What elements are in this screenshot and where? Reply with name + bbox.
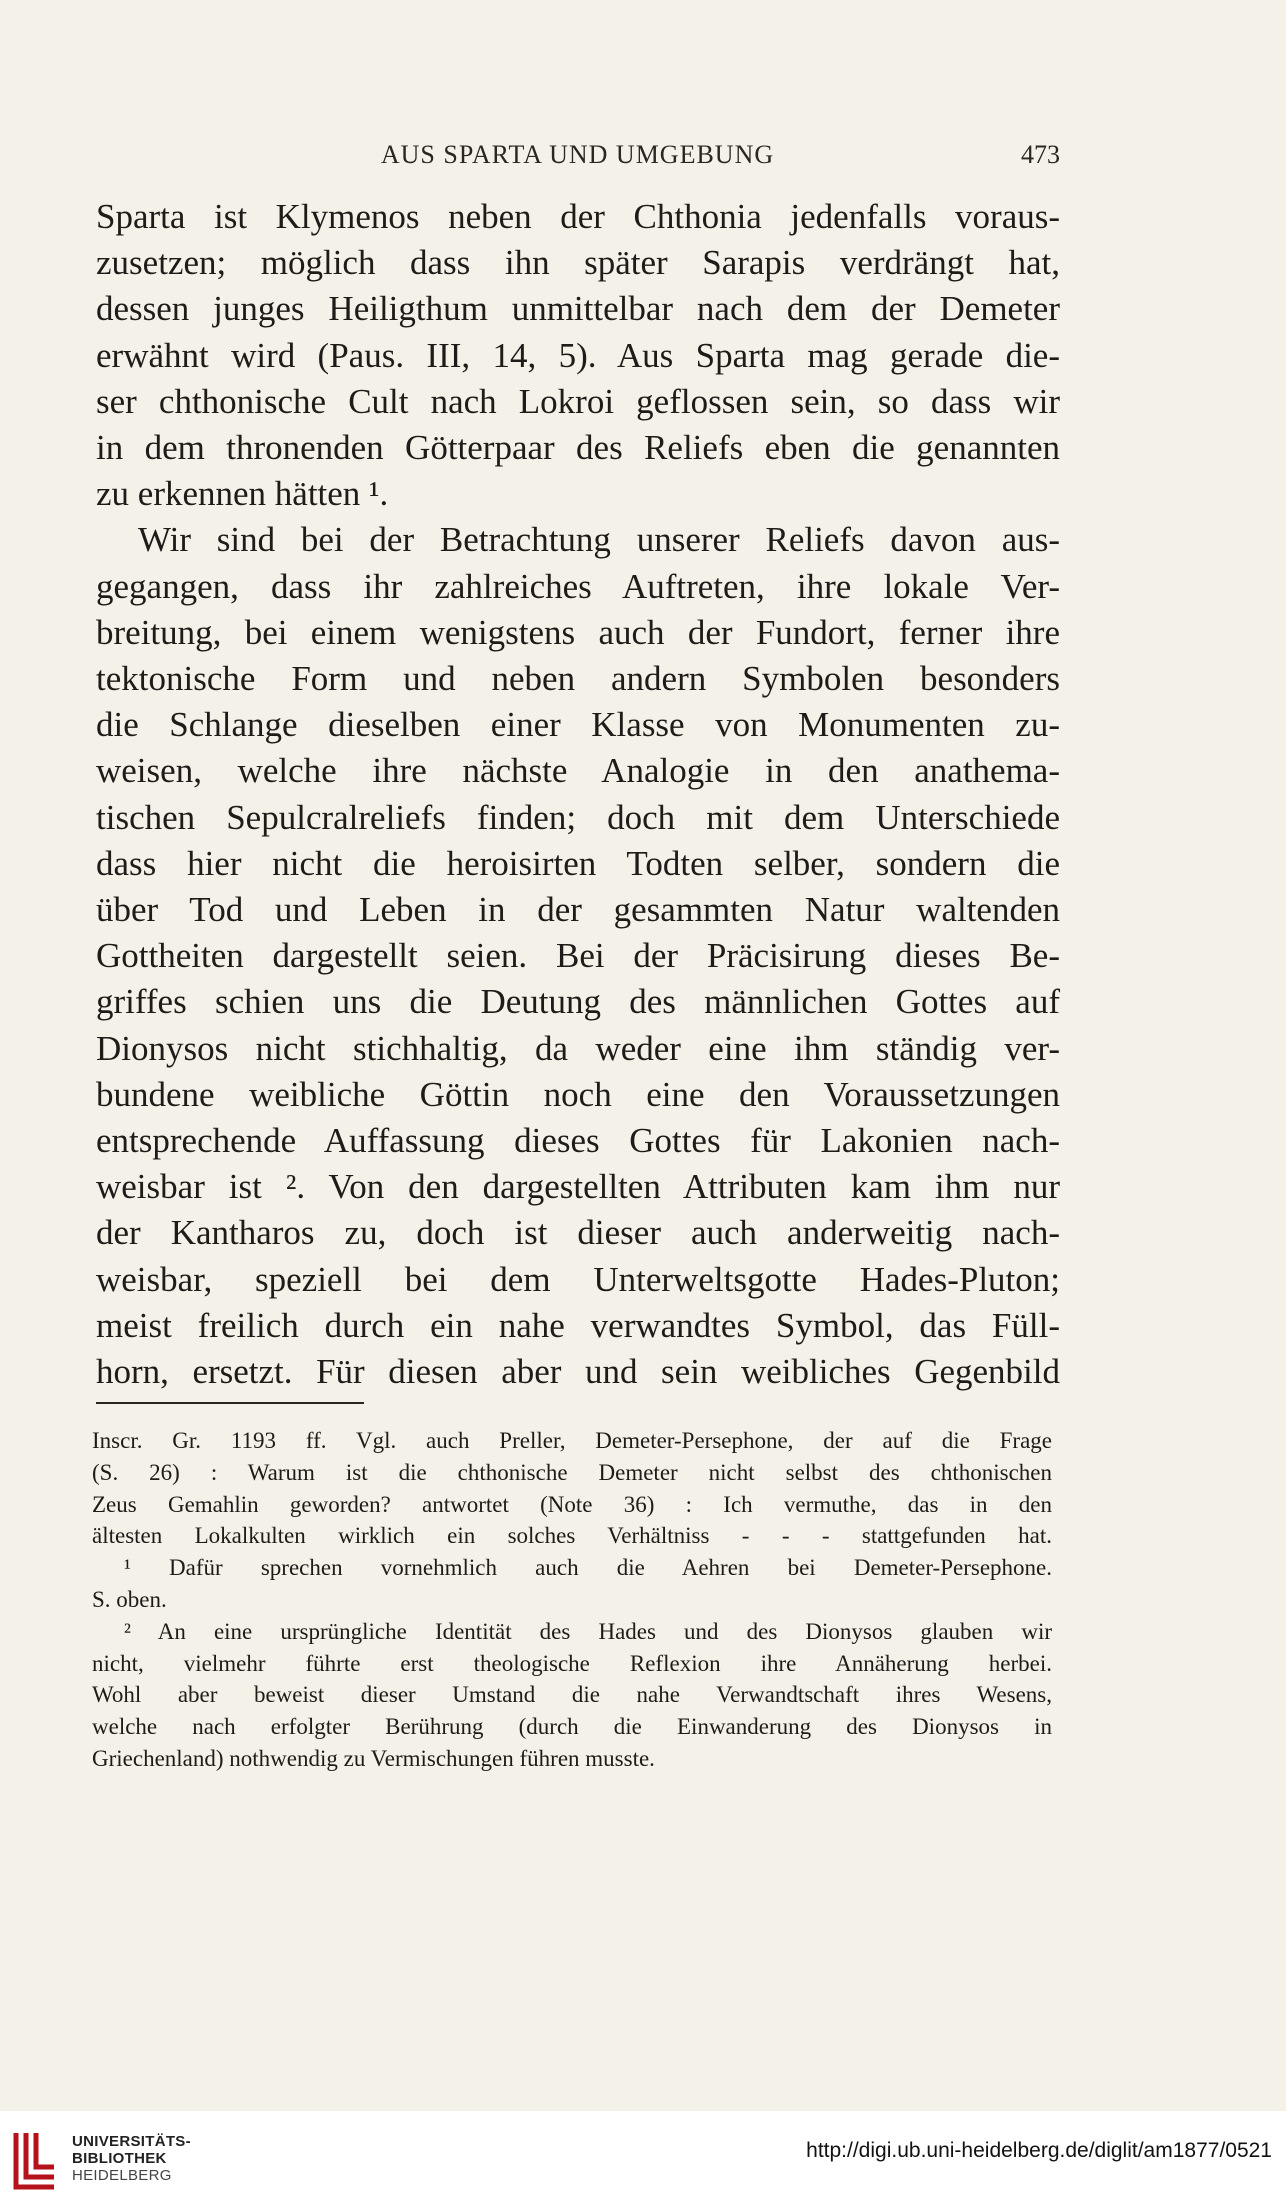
library-name-line: BIBLIOTHEK bbox=[72, 2150, 167, 2167]
library-name bbox=[72, 2133, 191, 2184]
text-line: entsprechende Auffassung dieses Gottes für Lakonien nach- bbox=[96, 1121, 1060, 1161]
footnote-line: ältesten Lokalkulten wirklich ein solches Verhältniss - - - stattgefunden hat. bbox=[92, 1523, 1052, 1549]
text-line: Gottheiten dargestellt seien. Bei der Präcisirung dieses Be- bbox=[96, 936, 1060, 976]
text-line: erwähnt wird (Paus. III, 14, 5). Aus Sparta mag gerade die- bbox=[96, 335, 1060, 375]
text-line: tischen Sepulcralreliefs finden; doch mit dem Unterschiede bbox=[96, 797, 1060, 837]
text-line: über Tod und Leben in der gesammten Natur waltenden bbox=[96, 890, 1060, 930]
footnote-line: Wohl aber beweist dieser Umstand die nahe Verwandtschaft ihres Wesens, bbox=[92, 1682, 1052, 1708]
text-line: Wir sind bei der Betrachtung unserer Reliefs davon aus- bbox=[138, 520, 1060, 560]
text-line: in dem thronenden Götterpaar des Reliefs eben die genannten bbox=[96, 428, 1060, 468]
footnote-line: Inscr. Gr. 1193 ff. Vgl. auch Preller, Demeter-Persephone, der auf die Frage bbox=[92, 1428, 1052, 1453]
text-line: griffes schien uns die Deutung des männlichen Gottes auf bbox=[96, 982, 1060, 1022]
text-line: Sparta ist Klymenos neben der Chthonia jedenfalls voraus- bbox=[96, 197, 1060, 236]
text-line: bundene weibliche Göttin noch eine den Voraussetzungen bbox=[96, 1074, 1060, 1114]
footnotes bbox=[92, 1425, 1052, 1775]
text-line: breitung, bei einem wenigstens auch der Fundort, ferner ihre bbox=[96, 612, 1060, 652]
running-title: AUS SPARTA UND UMGEBUNG bbox=[380, 140, 775, 169]
text-line: gegangen, dass ihr zahlreiches Auftreten, ihre lokale Ver- bbox=[96, 566, 1060, 606]
footnote-line: ¹ Dafür sprechen vornehmlich auch die Aehren bei Demeter-Persephone. bbox=[124, 1555, 1052, 1581]
running-head bbox=[95, 140, 1060, 170]
text-line: weisen, welche ihre nächste Analogie in den anathema- bbox=[96, 751, 1060, 791]
footnote-divider bbox=[96, 1402, 364, 1404]
library-logo-icon bbox=[12, 2129, 58, 2191]
footnote-line: S. oben. bbox=[92, 1586, 167, 1612]
text-line: meist freilich durch ein nahe verwandtes Symbol, das Füll- bbox=[96, 1305, 1060, 1345]
text-line: der Kantharos zu, doch ist dieser auch anderweitig nach- bbox=[96, 1213, 1060, 1253]
footnote-line: Zeus Gemahlin geworden? antwortet (Note 36) : Ich vermuthe, das in den bbox=[92, 1491, 1052, 1517]
text-line: weisbar, speziell bei dem Unterweltsgotte Hades-Pluton; bbox=[96, 1259, 1060, 1299]
footnote-line: ² An eine ursprüngliche Identität des Hades und des Dionysos glauben wir bbox=[124, 1618, 1052, 1644]
footnote-line: (S. 26) : Warum ist die chthonische Demeter nicht selbst des chthonischen bbox=[92, 1459, 1052, 1485]
footer-bar bbox=[0, 2111, 1286, 2204]
text-line: dessen junges Heiligthum unmittelbar nach dem der Demeter bbox=[96, 289, 1060, 329]
text-line: zu erkennen hätten ¹. bbox=[96, 474, 389, 514]
footnote-line: Griechenland) nothwendig zu Vermischungen führen musste. bbox=[92, 1745, 655, 1771]
text-line: tektonische Form und neben andern Symbolen besonders bbox=[96, 659, 1060, 699]
text-line: dass hier nicht die heroisirten Todten selber, sondern die bbox=[96, 843, 1060, 883]
main-text bbox=[96, 194, 1060, 1395]
text-line: zusetzen; möglich dass ihn später Sarapis verdrängt hat, bbox=[96, 243, 1060, 283]
page-number: 473 bbox=[1021, 140, 1060, 169]
text-line: ser chthonische Cult nach Lokroi geflossen sein, so dass wir bbox=[96, 381, 1060, 421]
text-line: die Schlange dieselben einer Klasse von Monumenten zu- bbox=[96, 705, 1060, 745]
source-url-link[interactable]: http://digi.ub.uni-heidelberg.de/diglit/am1877/0521 bbox=[806, 2139, 1272, 2162]
footnote-line: welche nach erfolgter Berührung (durch die Einwanderung des Dionysos in bbox=[92, 1714, 1052, 1740]
library-name-line: UNIVERSITÄTS- bbox=[72, 2133, 191, 2150]
text-line: weisbar ist ². Von den dargestellten Attributen kam ihm nur bbox=[96, 1167, 1060, 1207]
library-name-line: HEIDELBERG bbox=[72, 2167, 172, 2184]
text-line: Dionysos nicht stichhaltig, da weder eine ihm ständig ver- bbox=[96, 1028, 1060, 1068]
footnote-line: nicht, vielmehr führte erst theologische Reflexion ihre Annäherung herbei. bbox=[92, 1650, 1052, 1676]
text-line: horn, ersetzt. Für diesen aber und sein weibliches Gegenbild bbox=[96, 1352, 1060, 1392]
